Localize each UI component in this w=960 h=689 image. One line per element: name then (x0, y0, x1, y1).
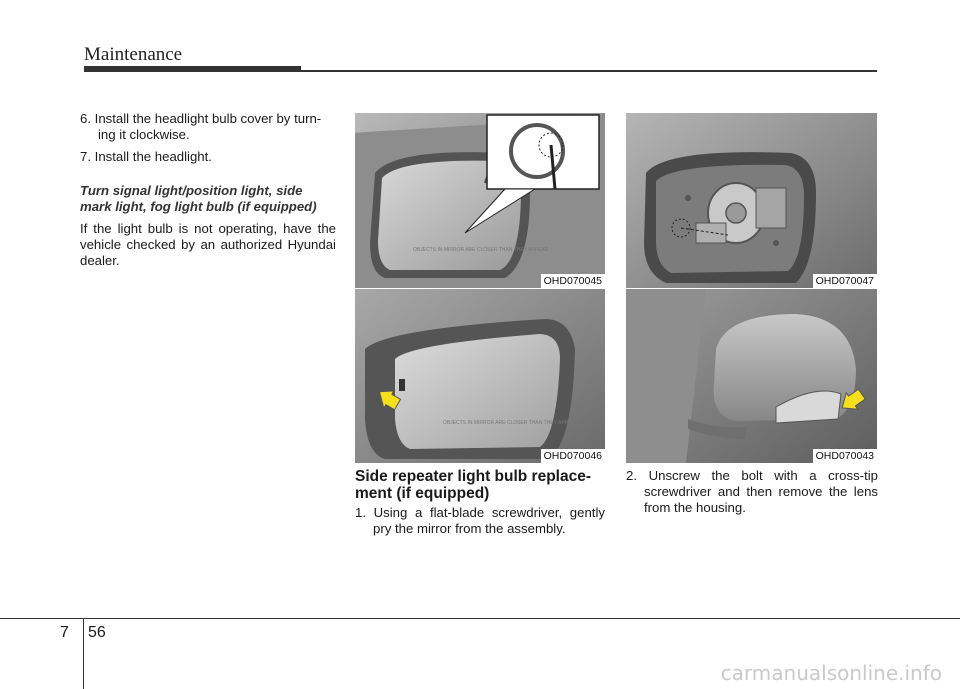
figure-label: OHD070043 (813, 449, 877, 463)
step-2: 2. Unscrew the bolt with a cross-tip screwdriver and then remove the lens from the housing. (626, 468, 878, 515)
mirror-pry-illustration (355, 289, 605, 463)
figure-mirror-callout (355, 113, 605, 288)
footer-divider (83, 619, 84, 689)
subheading: Turn signal light/position light, side mark light, fog light bulb (if equipped) (80, 183, 317, 214)
mirror-warning-text: OBJECTS IN MIRROR ARE CLOSER THAN THEY APPEAR (443, 420, 579, 426)
page-header-title: Maintenance (84, 44, 183, 65)
footer-rule (0, 618, 960, 619)
section-title: Side repeater light bulb replace-ment (if equipped) (355, 468, 592, 502)
step-1: 1. Using a flat-blade screwdriver, gently pry the mirror from the assembly. (355, 505, 605, 536)
repeater-lens-illustration (626, 289, 877, 463)
figure-mirror-motor (626, 113, 877, 288)
figure-mirror-pry (355, 289, 605, 463)
chapter-number: 7 (60, 624, 69, 641)
left-column (80, 111, 336, 269)
page-number: 56 (88, 624, 106, 641)
figure-label: OHD070045 (541, 274, 605, 288)
mirror-motor-illustration (626, 113, 877, 288)
step-6: 6. Install the headlight bulb cover by turn-ing it clockwise. (80, 111, 322, 142)
header-rule (301, 70, 877, 72)
figure-repeater-lens (626, 289, 877, 463)
figure-label: OHD070046 (541, 449, 605, 463)
mirror-warning-text: OBJECTS IN MIRROR ARE CLOSER THAN THEY APPEAR (413, 247, 549, 253)
step-7: 7. Install the headlight. (80, 149, 212, 164)
watermark: carmanualsonline.info (720, 661, 942, 685)
header-bar (84, 66, 301, 72)
body-paragraph: If the light bulb is not operating, have the vehicle checked by an authorized Hyundai dealer. (80, 221, 336, 268)
mirror-callout-illustration (355, 113, 605, 288)
figure-label: OHD070047 (813, 274, 877, 288)
